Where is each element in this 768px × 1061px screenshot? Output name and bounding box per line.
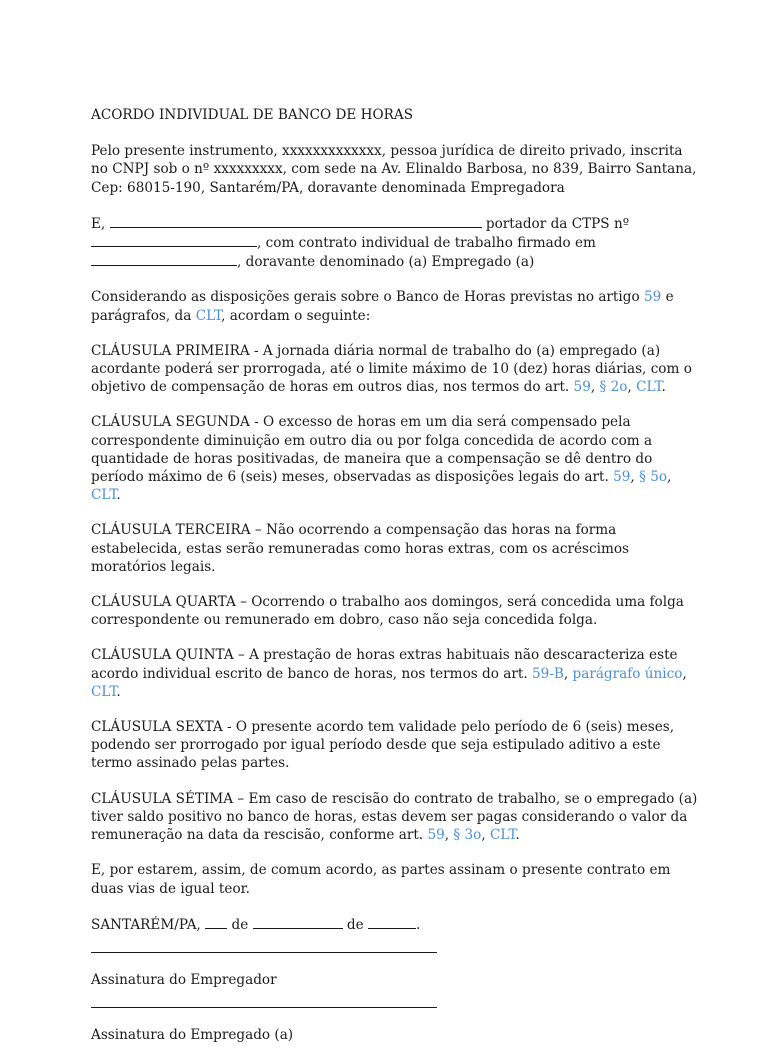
considering-text: Considerando as disposições gerais sobre o Banco de Horas previstas no artigo	[91, 289, 644, 306]
employee-signature-block	[91, 1006, 701, 1044]
date-end: .	[415, 916, 421, 933]
considering-paragraph	[91, 288, 701, 324]
considering-after: , acordam o seguinte:	[221, 307, 371, 324]
day-blank	[205, 915, 227, 929]
clause-second-link-paragraph[interactable]: § 5o	[639, 469, 668, 486]
clause-fifth-text: CLÁUSULA QUINTA – A prestação de horas extras habituais não descaracteriza este acordo individual escrito de banco de horas, nos termos do art.	[91, 647, 678, 682]
employee-part2: portador da CTPS nº	[485, 215, 630, 232]
date-de-1: de	[227, 916, 253, 933]
clause-seventh-text: CLÁUSULA SÉTIMA – Em caso de rescisão do contrato de trabalho, se o empregado (a) tiver saldo positivo no banco de horas, estas devem ser pagas considerando o valor da remuneração na data da rescisão, conforme art.	[91, 790, 698, 844]
employer-signature-line	[91, 951, 437, 953]
clause-first-end: .	[661, 379, 666, 396]
clause-fifth-link-59b[interactable]: 59-B	[531, 665, 564, 682]
document-title: ACORDO INDIVIDUAL DE BANCO DE HORAS	[91, 107, 414, 123]
contract-date-blank	[91, 252, 237, 266]
clause-second: CLÁUSULA SEGUNDA - O excesso de horas em um dia será compensado pela correspondente diminuição em outro dia ou por folga concedida de acordo com a quantidade de horas positivadas, de maneira que a compensação se dê dentro do período máximo de 6 (seis) meses, observadas as disposições legais do art. 59, § 5o, CLT.	[91, 414, 672, 504]
employer-signature-block	[91, 951, 701, 989]
clause-second-end: .	[116, 487, 121, 504]
considering-middle: e parágrafos, da	[91, 289, 674, 324]
clause-first-link-paragraph[interactable]: § 2o	[599, 379, 628, 396]
employer-signature-label: Assinatura do Empregador	[91, 971, 277, 988]
employee-signature-line	[91, 1006, 437, 1008]
date-de-2: de	[342, 916, 368, 933]
link-article-59[interactable]: 59	[643, 289, 662, 306]
clause-seventh: CLÁUSULA SÉTIMA – Em caso de rescisão do contrato de trabalho, se o empregado (a) tiver saldo positivo no banco de horas, estas devem ser pagas considerando o valor da remuneração na data da rescisão, conforme art. 59, § 3o, CLT.	[91, 790, 698, 844]
clause-fifth: CLÁUSULA QUINTA – A prestação de horas extras habituais não descaracteriza este acordo individual escrito de banco de horas, nos termos do art. 59-B, parágrafo único, CLT.	[91, 647, 687, 700]
clause-second-link-clt[interactable]: CLT	[91, 487, 117, 504]
employee-part4: , doravante denominado (a) Empregado (a)	[237, 254, 535, 271]
clause-first-link-clt[interactable]: CLT	[636, 379, 662, 396]
clause-second-text: CLÁUSULA SEGUNDA - O excesso de horas em um dia será compensado pela correspondente diminuição em outro dia ou por folga concedida de acordo com a quantidade de horas positivadas, de maneira que a compensação se dê dentro do período máximo de 6 (seis) meses, observadas as disposições legais do art.	[91, 414, 653, 486]
clause-seventh-link-paragraph[interactable]: § 3o	[453, 827, 482, 844]
clause-seventh-link-59[interactable]: 59	[427, 827, 445, 844]
document-content	[91, 106, 701, 1061]
clause-fifth-end: .	[116, 683, 121, 700]
clause-sixth: CLÁUSULA SEXTA - O presente acordo tem validade pelo período de 6 (seis) meses, podendo ser prorrogado por igual período desde que seja estipulado aditivo a este termo assinado pelas partes.	[91, 719, 675, 772]
month-blank	[253, 915, 343, 929]
clause-first-text: CLÁUSULA PRIMEIRA - A jornada diária normal de trabalho do (a) empregado (a) acordante poderá ser prorrogada, até o limite máximo de 10 (dez) horas diárias, com o objetivo de compensação de horas em outros dias, nos termos do art.	[91, 342, 692, 396]
clause-second-link-59[interactable]: 59	[613, 469, 631, 486]
clause-fourth: CLÁUSULA QUARTA – Ocorrendo o trabalho aos domingos, será concedida uma folga correspondente ou remunerado em dobro, caso não seja concedida folga.	[91, 594, 684, 629]
clause-fifth-link-clt[interactable]: CLT	[91, 683, 117, 700]
date-line	[91, 915, 701, 934]
employee-name-blank	[110, 214, 482, 228]
clause-first-link-59[interactable]: 59	[573, 379, 591, 396]
closing-paragraph: E, por estarem, assim, de comum acordo, as partes assinam o presente contrato em duas vias de igual teor.	[91, 862, 671, 897]
year-blank	[368, 915, 416, 929]
clause-third: CLÁUSULA TERCEIRA – Não ocorrendo a compensação das horas na forma estabelecida, estas serão remuneradas como horas extras, com os acréscimos moratórios legais.	[91, 522, 630, 575]
clause-seventh-end: .	[515, 827, 520, 844]
link-clt[interactable]: CLT	[195, 307, 222, 324]
clause-seventh-link-clt[interactable]: CLT	[490, 827, 516, 844]
intro-paragraph: Pelo presente instrumento, xxxxxxxxxxxxx, pessoa jurídica de direito privado, inscrita no CNPJ sob o nº xxxxxxxxx, com sede na Av. Elinaldo Barbosa, no 839, Bairro Santana, Cep: 68015-190, Santarém/PA, doravante denominada Empregadora	[91, 143, 697, 196]
employee-part1: E,	[91, 215, 106, 232]
employee-part3: , com contrato individual de trabalho firmado em	[257, 235, 596, 252]
employee-signature-label: Assinatura do Empregado (a)	[91, 1027, 294, 1044]
employee-paragraph	[91, 214, 701, 272]
clause-first: CLÁUSULA PRIMEIRA - A jornada diária normal de trabalho do (a) empregado (a) acordante poderá ser prorrogada, até o limite máximo de 10 (dez) horas diárias, com o objetivo de compensação de horas em outros dias, nos termos do art. 59, § 2o, CLT.	[91, 342, 692, 396]
clause-fifth-link-paragraph[interactable]: parágrafo único	[572, 665, 683, 682]
ctps-number-blank	[91, 233, 257, 247]
date-city: SANTARÉM/PA,	[91, 916, 206, 933]
